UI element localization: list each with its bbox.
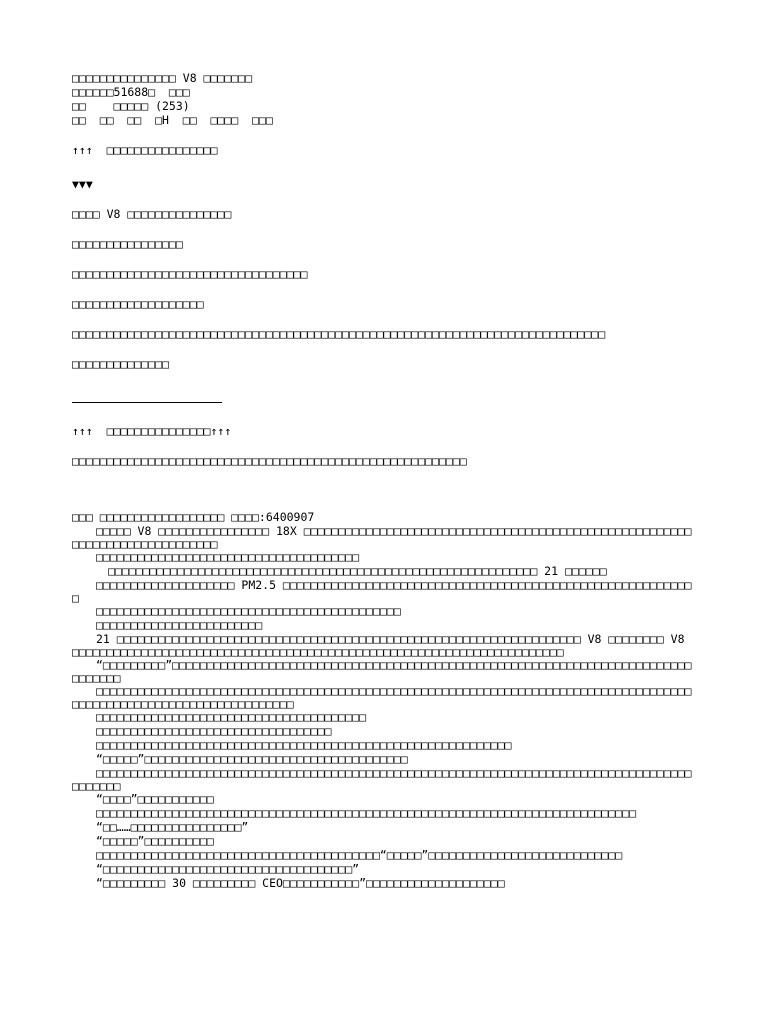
article-paragraph: □□□□□□□□□□□□□□□□□□□□□□□□□□□□□□□□□□□□□□□□□□□□□□□□□□□□□□□□□□□□□□□□□□□□□□□□□□□□□□ bbox=[96, 807, 637, 820]
header-subtitle: □□□□□□51688□ □□□ bbox=[72, 86, 190, 99]
article-meta: □□□ □□□□□□□□□□□□□□□□□□ □□□□:6400907 bbox=[72, 511, 315, 524]
article-paragraph: “□□□□□”□□□□□□□□□□ bbox=[96, 835, 214, 848]
document-page bbox=[72, 72, 696, 891]
intro-line-5: □□□□□□□□□□□□□□□□□□□□□□□□□□□□□□□□□□□□□□□□□□□□□□□□□□□□□□□□□□□□□□□□□□□□□□□□□□□□□ bbox=[72, 328, 606, 341]
article-paragraph: □□□□□□□□□□□□□□□□□□□□□□□□□□□□□□□□□□□□□□ bbox=[96, 551, 360, 564]
article-paragraph: □□□□□□□□□□□□□□□□□□□□ PM2.5 □□□□□□□□□□□□□□□□□□□□□□□□□□□□□□□□□□□□□□□□□□□□□□□□□□□□□□□□□□□□ bbox=[72, 578, 692, 605]
intro-arrows-down: ▼▼▼ bbox=[72, 178, 93, 191]
intro-line-6: □□□□□□□□□□□□□□ bbox=[72, 358, 169, 371]
intro-line-4: □□□□□□□□□□□□□□□□□□□ bbox=[72, 298, 204, 311]
article-paragraph: □□□□□□□□□□□□□□□□□□□□□□□□□□□□□□□□□□□□□□□ bbox=[96, 711, 367, 724]
footer-arrows-up: ↑↑↑ □□□□□□□□□□□□□□□↑↑↑ bbox=[72, 425, 232, 438]
article-paragraph: “□□□□□□□□□□□□□□□□□□□□□□□□□□□□□□□□□□□□” bbox=[96, 863, 360, 876]
article-paragraph: □□□□□□□□□□□□□□□□□□□□□□□□□□□□□□□□□□□□□□□□□□□□□□□□□□□□□□□□□□□□ bbox=[96, 739, 512, 752]
article-paragraph: □□□□□□□□□□□□□□□□□□□□□□□□□□□□□□□□□□ bbox=[96, 725, 332, 738]
article-paragraph: □□□□□□□□□□□□□□□□□□□□□□□□□□□□□□□□□□□□□□□□□□□□□□□□□□□□□□□□□□□□□□□□□□□□□□□□□□□□□□□□□□□□□□□□□□□□□ bbox=[72, 766, 692, 793]
article-paragraph: 21 □□□□□□□□□□□□□□□□□□□□□□□□□□□□□□□□□□□□□□□□□□□□□□□□□□□□□□□□□□□□□□□□□□□ V8 □□□□□□□□ V8 □□□□□□□□□□□□□□□□□□□□□□□□□□□□□□□□□□□□□□□□□□□□□□□□□□□□□□□□□□□□□□□□□□□□□□□ bbox=[72, 632, 685, 659]
header-nav[interactable]: □□ □□ □□ □H □□ □□□□ □□□ bbox=[72, 114, 273, 127]
article-paragraph: □□□□□□□□□□□□□□□□□□□□□□□□□□□□□□□□□□□□□□□□□□□□ bbox=[96, 605, 401, 618]
intro-line-2: □□□□□□□□□□□□□□□□ bbox=[72, 238, 183, 251]
intro-line-3: □□□□□□□□□□□□□□□□□□□□□□□□□□□□□□□□□□ bbox=[72, 268, 308, 281]
footer-line: □□□□□□□□□□□□□□□□□□□□□□□□□□□□□□□□□□□□□□□□□□□□□□□□□□□□□□□□□ bbox=[72, 455, 467, 468]
article-paragraph: □□□□□ V8 □□□□□□□□□□□□□□□□ 18X □□□□□□□□□□□□□□□□□□□□□□□□□□□□□□□□□□□□□□□□□□□□□□□□□□□□□□□□□□□□□□□□□□□□□□□□□□□□□ bbox=[72, 524, 692, 551]
article-paragraph: “□□□□□”□□□□□□□□□□□□□□□□□□□□□□□□□□□□□□□□□□□□□□ bbox=[96, 753, 408, 766]
article-paragraph: “□□□□”□□□□□□□□□□□ bbox=[96, 793, 214, 806]
intro-arrows-up: ↑↑↑ □□□□□□□□□□□□□□□□ bbox=[72, 144, 218, 157]
article-paragraph: “□□□□□□□□□ 30 □□□□□□□□□ CEO□□□□□□□□□□□”□□□□□□□□□□□□□□□□□□□□ bbox=[96, 877, 505, 890]
intro-line-1: □□□□ V8 □□□□□□□□□□□□□□□ bbox=[72, 208, 232, 221]
article-paragraph: “□□……□□□□□□□□□□□□□□□□” bbox=[96, 821, 249, 834]
header-title: □□□□□□□□□□□□□□□ V8 □□□□□□□ bbox=[72, 72, 253, 85]
article-paragraph: □□□□□□□□□□□□□□□□□□□□□□□□□□□□□□□□□□□□□□□□□□□□□□□□□□□□□□□□□□□□□□ 21 □□□□□□ bbox=[108, 565, 607, 578]
article-paragraph: “□□□□□□□□□”□□□□□□□□□□□□□□□□□□□□□□□□□□□□□□□□□□□□□□□□□□□□□□□□□□□□□□□□□□□□□□□□□□□□□□□□□□□□□□□□□□ bbox=[72, 658, 692, 685]
article-paragraph: □□□□□□□□□□□□□□□□□□□□□□□□□□□□□□□□□□□□□□□□□□□□□□□□□□□□□□□□□□□□□□□□□□□□□□□□□□□□□□□□□□□□□□□□□□□□□□□□□□□□□□□□□□□□□□□□□□□□□□ bbox=[72, 684, 692, 711]
header-meta: □□ □□□□□ (253) bbox=[72, 100, 190, 113]
article-paragraph: □□□□□□□□□□□□□□□□□□□□□□□□ bbox=[96, 619, 263, 632]
article-paragraph: □□□□□□□□□□□□□□□□□□□□□□□□□□□□□□□□□□□□□□□□□“□□□□□”□□□□□□□□□□□□□□□□□□□□□□□□□□□□ bbox=[96, 849, 623, 862]
